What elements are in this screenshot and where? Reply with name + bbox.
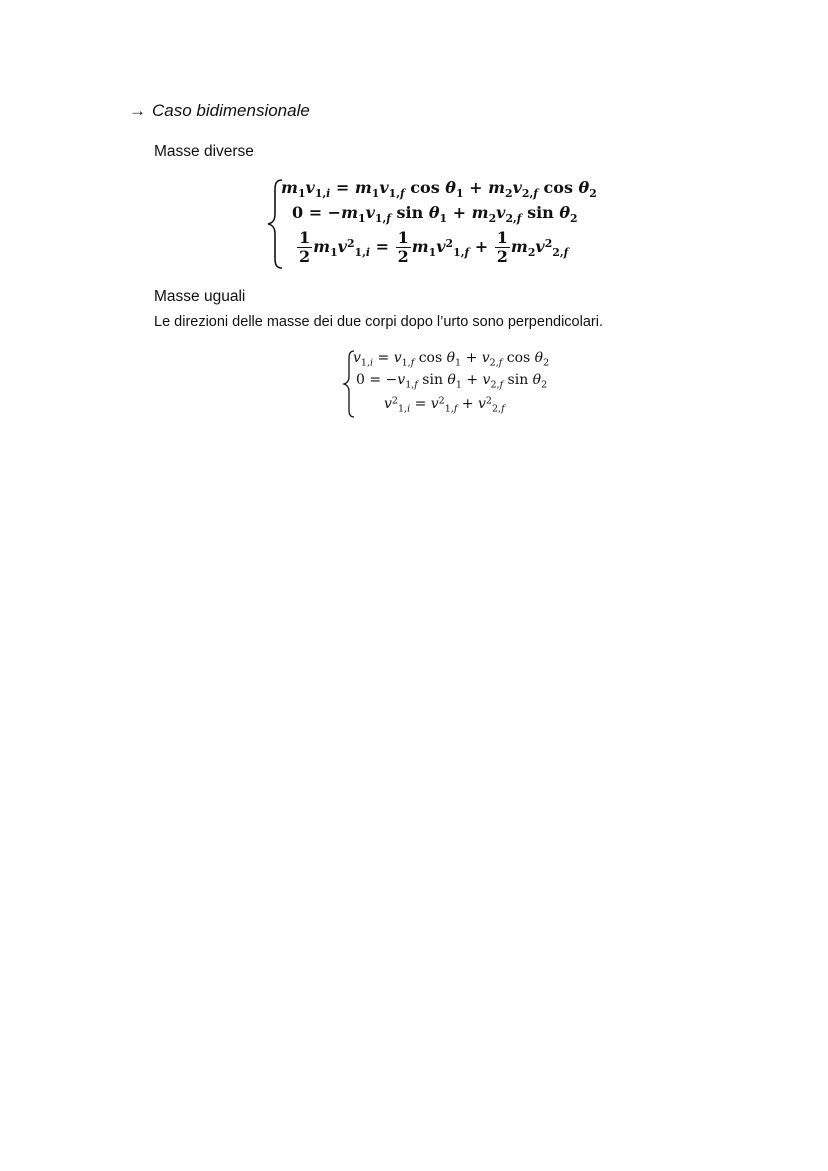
fraction-one-half: $\frac{1}{2}$ [299,228,311,266]
equation-kinetic-energy-equal: $v^2_{1,i} = v^2_{1,f} + v^2_{2,f}$ [384,395,505,415]
section-title: Caso bidimensionale [152,101,310,120]
subheading-masse-diverse: Masse diverse [154,143,254,160]
section-heading [129,101,310,121]
equation-kinetic-energy: $\frac{1}{2}$ $m_1v^2_{1,i}$ = $\frac{1}{2}$ $m_1v^2_{1,f}$ + $\frac{1}{2}$ $m_2v^2_{2,f}$ [299,228,569,266]
fraction-one-half: $\frac{1}{2}$ [496,228,508,266]
arrow-icon: → [129,101,146,120]
equation-momentum-y: $0 = -m_1v_{1,f}$ $\sin \theta_1 + m_2v_{2,f}$ $\sin \theta_2$ [292,203,578,225]
subheading-masse-uguali: Masse uguali [154,288,246,305]
equation-momentum-x: $m_1v_{1,i} = m_1v_{1,f}$ $\cos \theta_1 + m_2v_{2,f}$ $\cos \theta_2$ [281,178,597,200]
equation-momentum-x-equal: $v_{1,i} = v_{1,f}$ $\cos \theta_1 + v_{2,f}$ $\cos \theta_2$ [353,350,550,369]
equal-masses-description: Le direzioni delle masse dei due corpi dopo l’urto sono perpendicolari. [154,314,603,330]
equation-momentum-y-equal: $0 = -v_{1,f}$ $\sin \theta_1 + v_{2,f}$ $\sin \theta_2$ [356,372,548,391]
fraction-one-half: $\frac{1}{2}$ [397,228,409,266]
